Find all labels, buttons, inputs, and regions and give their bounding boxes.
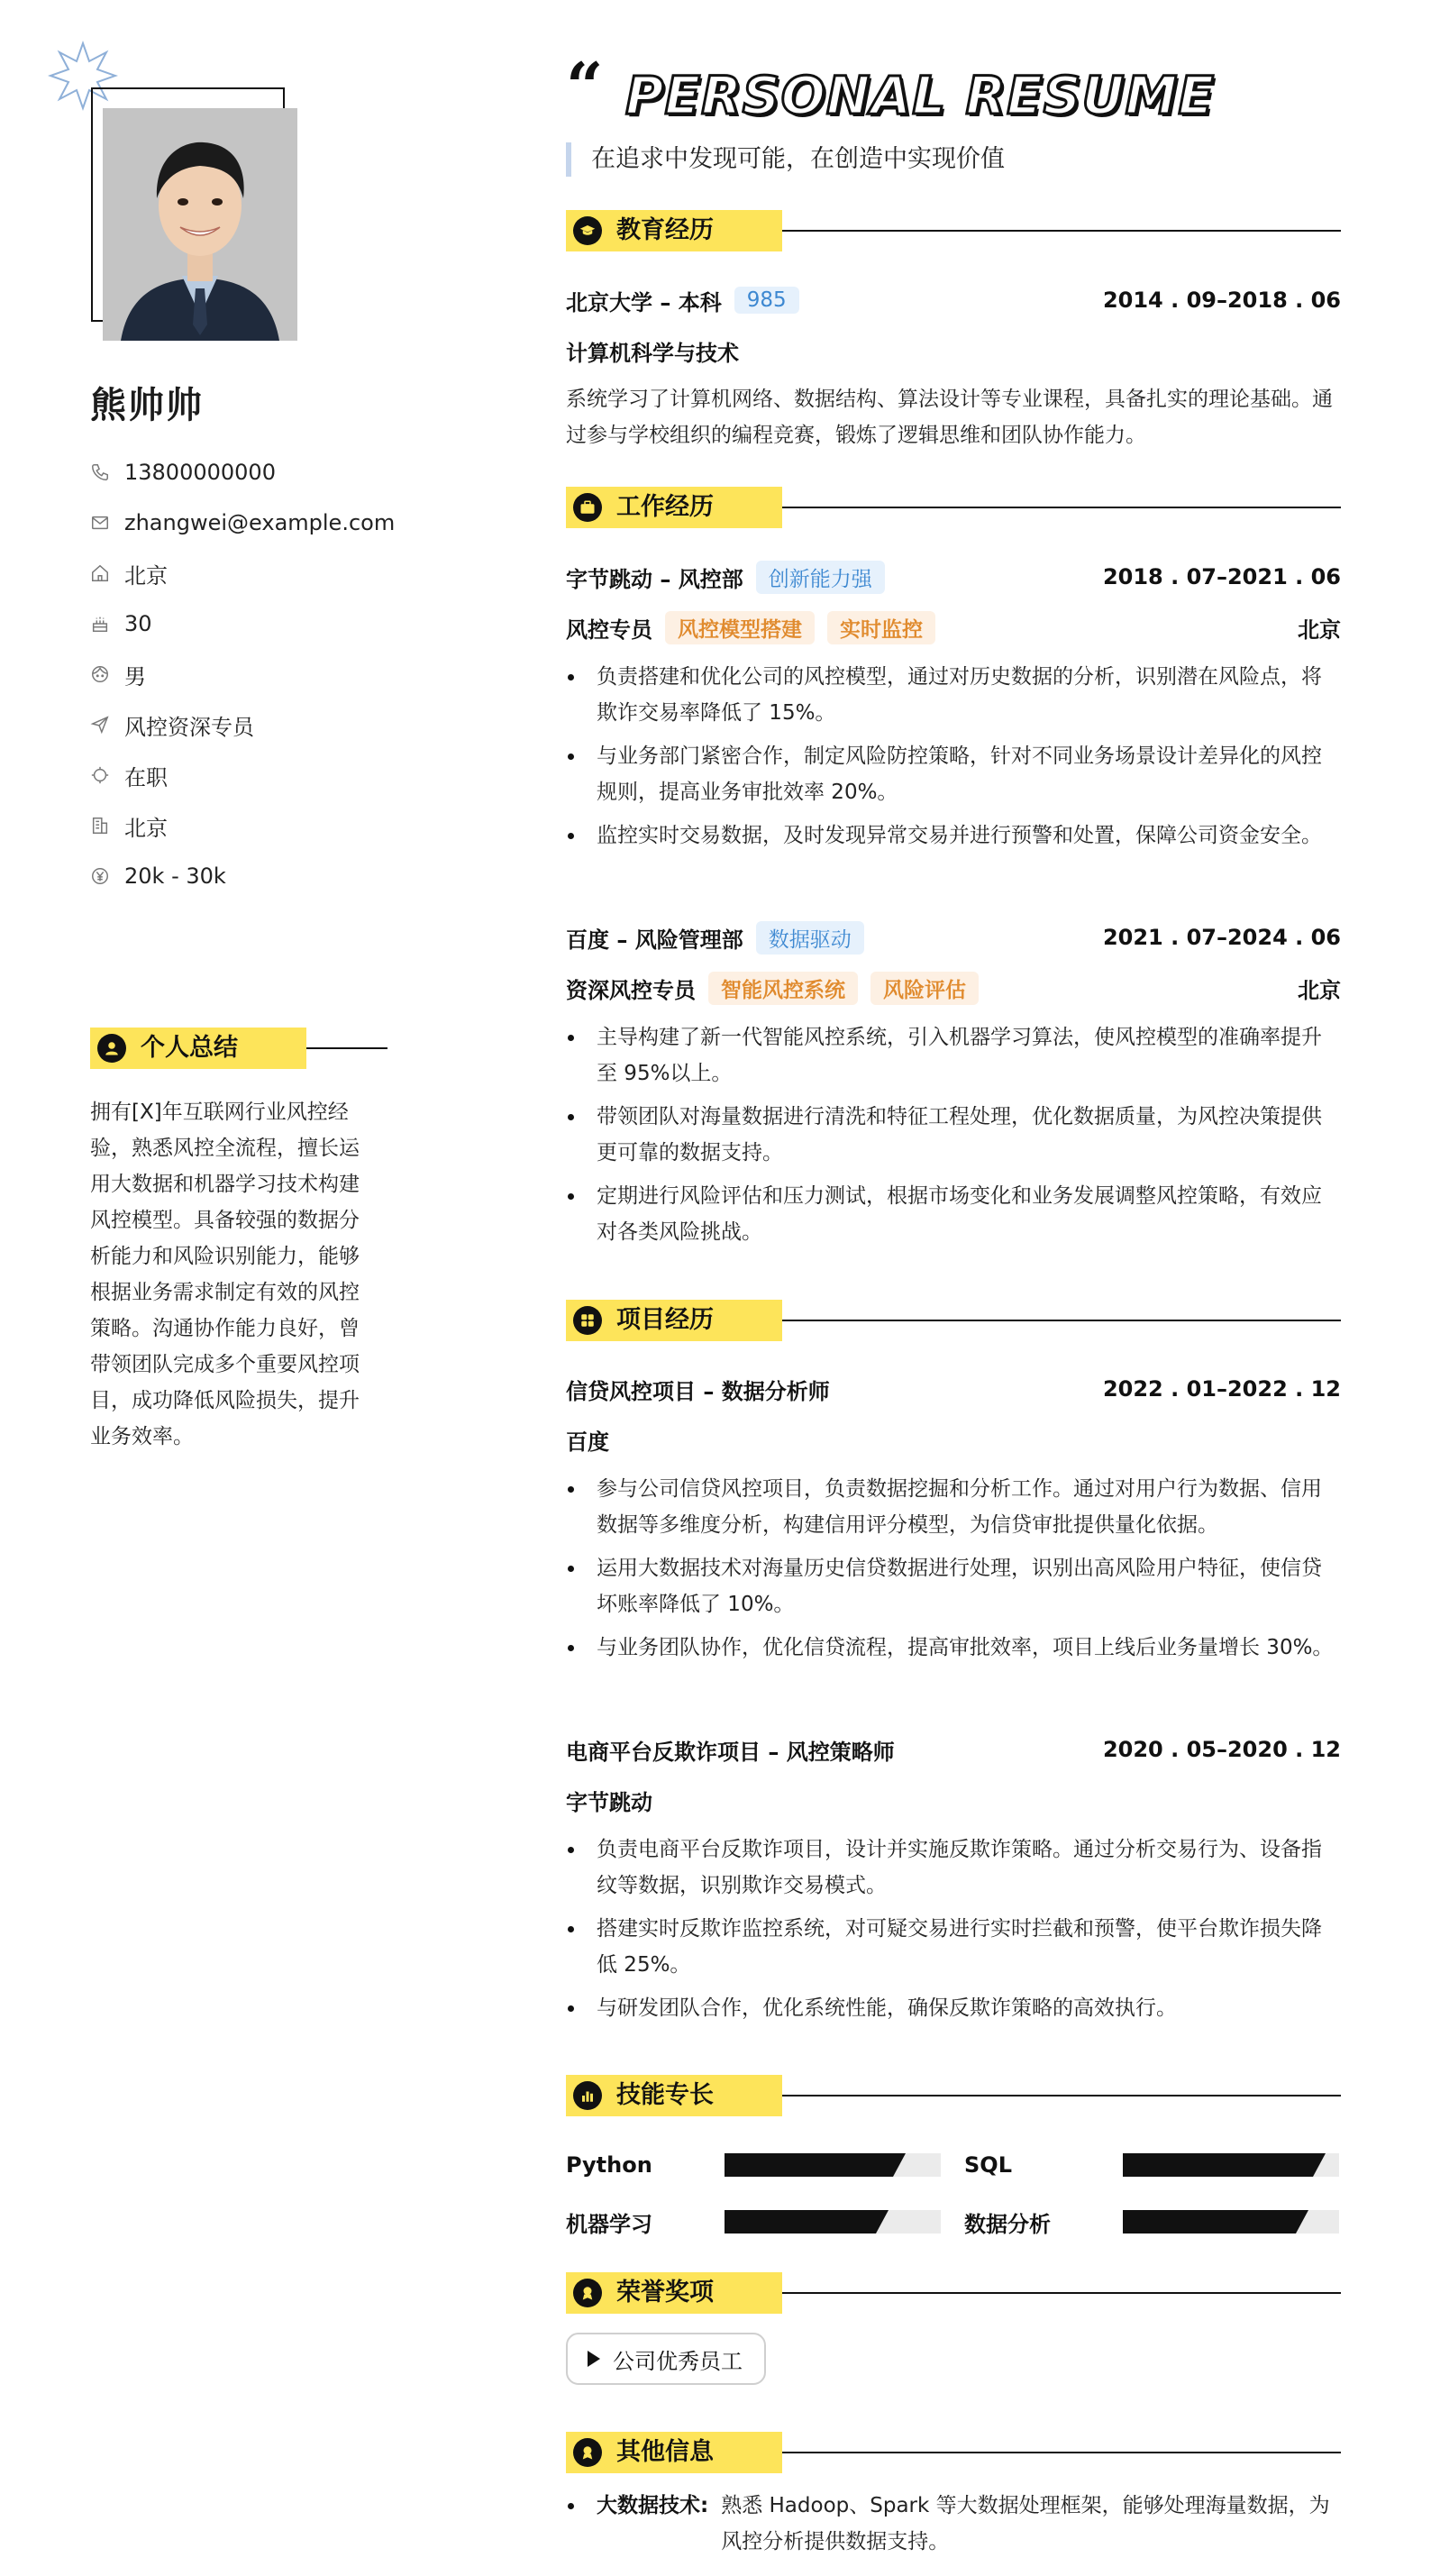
section-rule (782, 230, 1341, 232)
skill-bar-fill (725, 2153, 893, 2177)
graduation-cap-icon (573, 216, 602, 245)
phone-value: 13800000000 (124, 460, 276, 485)
quote-mark-icon: “ (566, 48, 604, 124)
list-item: 负责电商平台反欺诈项目，设计并实施反欺诈策略。通过分析交易行为、设备指纹等数据，识别欺诈交易模式。 (566, 1832, 1341, 1904)
face-icon (90, 664, 110, 684)
bar-chart-icon (573, 2081, 602, 2110)
avatar (103, 108, 297, 341)
award-label: 公司优秀员工 (613, 2348, 743, 2374)
briefcase-icon (573, 493, 602, 522)
summary-section-header (90, 1028, 387, 1069)
list-item: 监控实时交易数据，及时发现异常交易并进行预警和处置，保障公司资金安全。 (566, 818, 1341, 854)
gender-value: 男 (124, 663, 146, 690)
job-tag: 创新能力强 (756, 561, 885, 594)
job-date: 2018 . 07–2021 . 06 (1102, 564, 1341, 589)
project-date: 2022 . 01–2022 . 12 (1102, 1376, 1341, 1402)
list-item: 与业务部门紧密合作，制定风险防控策略，针对不同业务场景设计差异化的风控规则，提高业务审批效率 20%。 (566, 738, 1341, 810)
job-skill-tag: 风险评估 (870, 972, 979, 1005)
building-icon (90, 816, 110, 836)
project-row (566, 1374, 1341, 1404)
info-status (90, 750, 395, 800)
job-row (566, 922, 1341, 953)
project-row (566, 1734, 1341, 1765)
skills-title: 技能专长 (616, 2081, 714, 2109)
job-date: 2021 . 07–2024 . 06 (1102, 925, 1341, 950)
user-icon (97, 1034, 126, 1063)
info-phone (90, 447, 395, 498)
skill-name: SQL (964, 2152, 1012, 2178)
job-tag: 数据驱动 (756, 921, 864, 955)
job-city: 北京 (1298, 617, 1341, 643)
project-bullets (566, 1471, 1341, 1673)
job-skill-tag: 智能风控系统 (708, 972, 858, 1005)
info-location (90, 548, 395, 598)
skill-machine-learning (566, 2209, 941, 2237)
location-value: 北京 (124, 562, 168, 589)
projects-title: 项目经历 (616, 1306, 714, 1334)
other-info-value: 熟悉 Hadoop、Spark 等大数据处理框架，能够处理海量数据，为风控分析提供数据支持。 (721, 2494, 1330, 2553)
school-name: 北京大学 – 本科 (566, 289, 722, 315)
job-skill-tag: 实时监控 (827, 611, 935, 644)
skill-bar-fill (1123, 2210, 1296, 2233)
skill-name: Python (566, 2152, 652, 2178)
status-value: 在职 (124, 764, 168, 790)
cake-icon (90, 614, 110, 634)
skill-name: 机器学习 (566, 2211, 652, 2237)
other-title: 其他信息 (616, 2438, 714, 2466)
list-item: 参与公司信贷风控项目，负责数据挖掘和分析工作。通过对用户行为数据、信用数据等多维度分析，构建信用评分模型，为信贷审批提供量化依据。 (566, 1471, 1341, 1543)
skills-section-header (566, 2075, 1341, 2116)
mail-icon (90, 513, 110, 533)
other-info-key: 大数据技术: (597, 2494, 709, 2517)
job-role-row (566, 973, 1341, 1003)
summary-title: 个人总结 (141, 1034, 238, 1062)
award-chip (566, 2333, 766, 2385)
resume-title: PERSONAL RESUME (625, 65, 1215, 126)
list-item: 运用大数据技术对海量历史信贷数据进行处理，识别出高风险用户特征，使信贷坏账率降低了 10%。 (566, 1550, 1341, 1622)
list-item: 与业务团队协作，优化信贷流程，提高审批效率，项目上线后业务量增长 30%。 (566, 1630, 1341, 1666)
info-icon (573, 2438, 602, 2467)
main-content (566, 0, 1341, 2576)
info-work-city (90, 800, 395, 851)
age-value: 30 (124, 611, 152, 636)
section-rule (782, 2292, 1341, 2294)
contact-info-list (90, 447, 395, 901)
list-item (566, 2488, 1341, 2560)
position-value: 风控资深专员 (124, 714, 254, 740)
list-item: 与研发团队合作，优化系统性能，确保反欺诈策略的高效执行。 (566, 1990, 1341, 2026)
award-icon (573, 2279, 602, 2307)
salary-icon (90, 866, 110, 886)
school-tag: 985 (734, 287, 799, 314)
honors-title: 荣誉奖项 (616, 2279, 714, 2307)
info-position (90, 699, 395, 750)
list-item: 搭建实时反欺诈监控系统，对可疑交易进行实时拦截和预警，使平台欺诈损失降低 25%。 (566, 1911, 1341, 1983)
education-description: 系统学习了计算机网络、数据结构、算法设计等专业课程，具备扎实的理论基础。通过参与学校组织的编程竞赛，锻炼了逻辑思维和团队协作能力。 (566, 388, 1333, 447)
work-title: 工作经历 (616, 493, 714, 521)
job-role-row (566, 612, 1341, 643)
skill-bar (725, 2210, 941, 2233)
education-section-header (566, 210, 1341, 251)
skill-name: 数据分析 (964, 2211, 1051, 2237)
other-section-header (566, 2432, 1341, 2473)
job-city: 北京 (1298, 977, 1341, 1003)
project-bullets (566, 1832, 1341, 2033)
skill-bar (1123, 2153, 1339, 2177)
project-org: 百度 (566, 1430, 609, 1455)
job-company: 字节跳动 – 风控部 (566, 566, 743, 592)
phone-icon (90, 462, 110, 482)
sidebar (0, 0, 505, 2576)
job-bullets (566, 659, 1341, 861)
honors-section-header (566, 2272, 1341, 2314)
info-salary (90, 851, 395, 901)
work-city-value: 北京 (124, 815, 168, 841)
section-rule (782, 2095, 1341, 2096)
major: 计算机科学与技术 (566, 341, 739, 366)
skill-sql (964, 2152, 1339, 2178)
project-name: 信贷风控项目 – 数据分析师 (566, 1378, 830, 1404)
summary-text: 拥有[X]年互联网行业风控经验，熟悉风控全流程，擅长运用大数据和机器学习技术构建风控模型。具备较强的数据分析能力和风险识别能力，能够根据业务需求制定有效的风控策略。沟通协作能力良好，曾带领团队完成多个重要风控项目，成功降低风险损失，提升业务效率。 (90, 1101, 360, 1448)
tagline: 在追求中发现可能，在创造中实现价值 (566, 142, 1005, 177)
play-icon (588, 2351, 600, 2367)
section-rule (782, 2452, 1341, 2453)
project-org: 字节跳动 (566, 1790, 652, 1815)
other-info-list (566, 2488, 1341, 2560)
skill-bar (1123, 2210, 1339, 2233)
section-rule (782, 1320, 1341, 1321)
job-skill-tag: 风控模型搭建 (665, 611, 815, 644)
education-title: 教育经历 (616, 216, 714, 244)
skill-bar-fill (1123, 2153, 1313, 2177)
candidate-name: 熊帅帅 (90, 385, 204, 426)
projects-section-header (566, 1300, 1341, 1341)
skill-bar-fill (725, 2210, 876, 2233)
home-icon (90, 563, 110, 583)
work-section-header (566, 487, 1341, 528)
list-item: 负责搭建和优化公司的风控模型，通过对历史数据的分析，识别潜在风险点，将欺诈交易率降低了 15%。 (566, 659, 1341, 731)
send-icon (90, 715, 110, 735)
email-value: zhangwei@example.com (124, 510, 396, 535)
info-email (90, 498, 395, 548)
job-role: 风控专员 (566, 617, 652, 643)
list-item: 带领团队对海量数据进行清洗和特征工程处理，优化数据质量，为风控决策提供更可靠的数据支持。 (566, 1099, 1341, 1171)
job-company: 百度 – 风险管理部 (566, 927, 743, 953)
list-item: 主导构建了新一代智能风控系统，引入机器学习算法，使风控模型的准确率提升至 95%以上。 (566, 1019, 1341, 1092)
education-date: 2014 . 09–2018 . 06 (1102, 288, 1341, 313)
project-name: 电商平台反欺诈项目 – 风控策略师 (566, 1739, 895, 1765)
project-date: 2020 . 05–2020 . 12 (1102, 1737, 1341, 1762)
salary-value: 20k - 30k (124, 863, 226, 889)
job-bullets (566, 1019, 1341, 1257)
list-item: 定期进行风险评估和压力测试，根据市场变化和业务发展调整风控策略，有效应对各类风险挑战。 (566, 1178, 1341, 1250)
section-rule (306, 1047, 387, 1049)
section-rule (782, 507, 1341, 508)
info-age (90, 598, 395, 649)
grid-icon (573, 1306, 602, 1335)
status-icon (90, 765, 110, 785)
info-gender (90, 649, 395, 699)
job-row (566, 562, 1341, 592)
skill-bar (725, 2153, 941, 2177)
education-row (566, 285, 1341, 315)
skill-python (566, 2152, 941, 2178)
skill-data-analysis (964, 2209, 1339, 2237)
job-role: 资深风控专员 (566, 977, 696, 1003)
